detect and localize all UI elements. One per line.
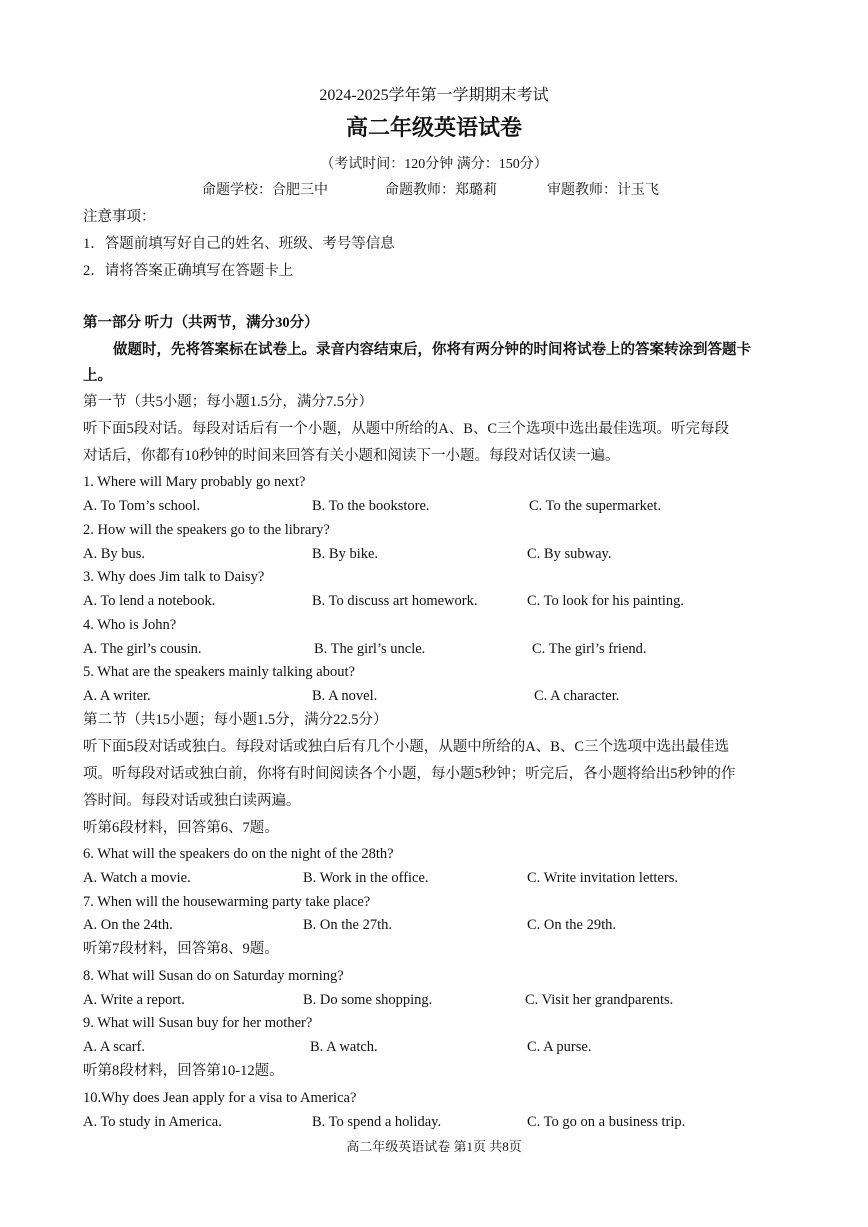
school-label: 命题学校：合肥三中: [202, 183, 328, 198]
question-stem: 9. What will Susan buy for her mother?: [83, 1015, 313, 1031]
question-stem: 7. When will the housewarming party take place?: [83, 894, 371, 910]
question-stem: 10.Why does Jean apply for a visa to America?: [83, 1090, 357, 1106]
option-c: C. Visit her grandparents.: [525, 992, 674, 1008]
section-instruction: 对话后，你都有10秒钟的时间来回答有关小题和阅读下一小题。每段对话仅读一遍。: [83, 448, 620, 464]
option-b: B. To the bookstore.: [312, 498, 430, 514]
section-instruction: 项。听每段对话或独白前，你将有时间阅读各个小题，每小题5秒钟；听完后，各小题将给出5秒钟的作: [83, 766, 736, 782]
part-instruction: 上。: [83, 368, 112, 384]
question-stem: 8. What will Susan do on Saturday morning?: [83, 968, 344, 984]
option-b: B. To spend a holiday.: [312, 1114, 442, 1130]
material-note: 听第8段材料，回答第10-12题。: [83, 1063, 284, 1079]
notes-heading: 注意事项：: [83, 209, 156, 225]
option-b: B. Do some shopping.: [303, 992, 433, 1008]
option-a: A. On the 24th.: [83, 917, 173, 933]
option-b: B. A novel.: [312, 688, 378, 704]
option-a: A. The girl’s cousin.: [83, 641, 202, 657]
note-item: 1．答题前填写好自己的姓名、班级、考号等信息: [83, 236, 395, 252]
option-b: B. The girl’s uncle.: [314, 641, 426, 657]
option-c: C. On the 29th.: [527, 917, 617, 933]
part-instruction: 做题时，先将答案标在试卷上。录音内容结束后，你将有两分钟的时间将试卷上的答案转涂到答题卡: [113, 342, 751, 358]
section-heading: 第二节（共15小题；每小题1.5分，满分22.5分）: [83, 712, 388, 728]
part-heading: 第一部分 听力（共两节，满分30分）: [83, 315, 319, 331]
option-c: C. A purse.: [527, 1039, 592, 1055]
section-heading: 第一节（共5小题；每小题1.5分，满分7.5分）: [83, 394, 373, 410]
option-b: B. Work in the office.: [303, 870, 429, 886]
option-b: B. By bike.: [312, 546, 379, 562]
option-c: C. To look for his painting.: [527, 593, 685, 609]
material-note: 听第7段材料，回答第8、9题。: [83, 941, 279, 957]
option-b: B. On the 27th.: [303, 917, 393, 933]
option-a: A. A scarf.: [83, 1039, 146, 1055]
option-a: A. Watch a movie.: [83, 870, 191, 886]
note-item: 2．请将答案正确填写在答题卡上: [83, 263, 294, 279]
section-instruction: 听下面5段对话。每段对话后有一个小题，从题中所给的A、B、C三个选项中选出最佳选项。听完每段: [83, 421, 730, 437]
option-c: C. To go on a business trip.: [527, 1114, 686, 1130]
option-a: A. To study in America.: [83, 1114, 222, 1130]
material-note: 听第6段材料，回答第6、7题。: [83, 820, 279, 836]
option-b: B. A watch.: [310, 1039, 378, 1055]
section-instruction: 听下面5段对话或独白。每段对话或独白后有几个小题，从题中所给的A、B、C三个选项中选出最佳选: [83, 739, 730, 755]
option-a: A. By bus.: [83, 546, 146, 562]
reviewer-label: 审题教师：计玉飞: [547, 183, 659, 198]
question-stem: 1. Where will Mary probably go next?: [83, 474, 306, 490]
section-instruction: 答时间。每段对话或独白读两遍。: [83, 793, 301, 809]
option-c: C. The girl’s friend.: [532, 641, 647, 657]
option-b: B. To discuss art homework.: [312, 593, 478, 609]
option-a: A. To Tom’s school.: [83, 498, 201, 514]
option-c: C. By subway.: [527, 546, 612, 562]
question-stem: 6. What will the speakers do on the night of the 28th?: [83, 846, 394, 862]
question-stem: 4. Who is John?: [83, 617, 177, 633]
option-c: C. A character.: [534, 688, 620, 704]
page-footer: 高二年级英语试卷 第1页 共8页: [346, 1139, 522, 1154]
teacher-label: 命题教师：郑璐莉: [385, 183, 497, 198]
exam-info: （考试时间：120分钟 满分：150分）: [320, 157, 548, 172]
exam-title: 2024-2025学年第一学期期末考试: [319, 87, 549, 104]
option-c: C. To the supermarket.: [529, 498, 662, 514]
question-stem: 5. What are the speakers mainly talking about?: [83, 664, 355, 680]
paper-title: 高二年级英语试卷: [345, 115, 522, 140]
option-c: C. Write invitation letters.: [527, 870, 678, 886]
question-stem: 2. How will the speakers go to the library?: [83, 522, 330, 538]
question-stem: 3. Why does Jim talk to Daisy?: [83, 569, 265, 585]
option-a: A. To lend a notebook.: [83, 593, 216, 609]
option-a: A. Write a report.: [83, 992, 185, 1008]
option-a: A. A writer.: [83, 688, 151, 704]
